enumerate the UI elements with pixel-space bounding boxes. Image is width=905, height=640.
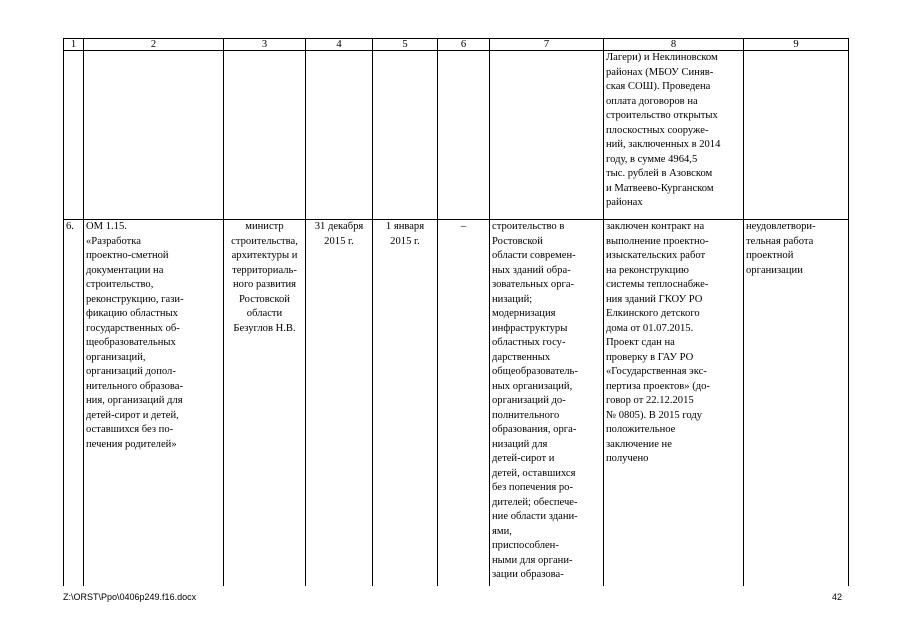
row-num-cell <box>64 51 84 220</box>
text-line: ными для органи- <box>492 554 573 566</box>
end-date-cell <box>438 51 490 220</box>
text-line: строительство, <box>86 279 154 290</box>
reasons-cell <box>744 51 849 220</box>
text-line: оставшихся без по- <box>86 424 174 435</box>
text-line: Елкинского детского <box>606 308 700 319</box>
text-line: 2015 г. <box>390 235 420 247</box>
event-cell <box>84 220 224 587</box>
text-line: плоскостных сооруже- <box>606 124 709 136</box>
header-cell: 7 <box>490 39 604 51</box>
text-line: Ростовской <box>239 293 290 305</box>
text-line: низаций; <box>492 293 533 305</box>
text-line: ние области здани- <box>492 511 578 522</box>
text-line: ных организаций, <box>492 380 573 392</box>
text-line: ОМ 1.15. <box>86 221 127 232</box>
planned-result-cell <box>490 220 604 587</box>
plan-date-cell <box>306 51 373 220</box>
text-line: «Разработка <box>86 235 141 247</box>
text-line: дома от 01.07.2015. <box>606 322 694 334</box>
text-line: тыс. рублей в Азовском <box>606 168 713 179</box>
text-line: зации образова- <box>492 569 564 580</box>
text-line: и Матвеево-Курганском <box>606 182 714 194</box>
text-line: 31 декабря <box>314 221 364 232</box>
text-line: проектно-сметной <box>86 250 169 261</box>
table-row <box>64 220 849 587</box>
header-cell: 2 <box>84 39 224 51</box>
text-line: документации на <box>86 264 164 276</box>
text-line: организаций, <box>86 351 146 363</box>
text-line: говор от 22.12.2015 <box>606 395 694 406</box>
end-date-cell: – <box>438 220 490 587</box>
text-line: году, в сумме 4964,5 <box>606 153 698 165</box>
plan-date-cell <box>306 220 373 587</box>
text-line: модернизация <box>492 308 556 319</box>
page-number: 42 <box>832 592 843 602</box>
table-row <box>64 51 849 220</box>
text-line: без попечения ро- <box>492 482 573 493</box>
text-line: печения родителей» <box>86 438 177 450</box>
header-cell: 3 <box>224 39 306 51</box>
text-line: дарственных <box>492 351 551 363</box>
text-line: фикацию областных <box>86 308 178 319</box>
text-line: детей-сирот и детей, <box>86 409 179 421</box>
text-line: приспособлен- <box>492 540 559 551</box>
text-line: Ростовской <box>492 235 543 247</box>
text-line: ний, заключенных в 2014 <box>606 139 721 150</box>
text-line: ных зданий обра- <box>492 264 571 276</box>
text-line: области современ- <box>492 250 576 261</box>
text-line: пертиза проектов» (до- <box>606 380 710 392</box>
text-line: министр <box>245 221 284 232</box>
header-cell: 1 <box>64 39 84 51</box>
text-line: положительное <box>606 424 676 435</box>
header-cell: 4 <box>306 39 373 51</box>
planned-result-cell <box>490 51 604 220</box>
text-line: районах <box>606 197 643 208</box>
text-line: организации <box>746 264 803 276</box>
text-line: области <box>246 308 283 319</box>
text-line: ния зданий ГКОУ РО <box>606 293 703 305</box>
text-line: детей-сирот и <box>492 453 555 464</box>
text-line: образования, орга- <box>492 424 577 435</box>
text-line: оплата договоров на <box>606 95 698 107</box>
text-line: территориаль- <box>232 264 297 276</box>
row-num-cell: 6. <box>64 220 84 587</box>
text-line: детей, оставшихся <box>492 467 576 479</box>
text-line: инфраструктуры <box>492 322 568 334</box>
text-line: зовательных орга- <box>492 279 575 290</box>
text-line: ями, <box>492 525 512 537</box>
text-line: получено <box>606 453 649 464</box>
text-line: ская СОШ). Проведена <box>606 81 711 92</box>
header-cell: 6 <box>438 39 490 51</box>
text-line: Проект сдан на <box>606 337 675 348</box>
text-line: организаций допол- <box>86 366 176 377</box>
text-line: областных госу- <box>492 337 566 348</box>
responsible-cell <box>224 51 306 220</box>
text-line: на реконструкцию <box>606 264 689 276</box>
text-line: строительство в <box>492 221 565 232</box>
header-row <box>64 39 849 51</box>
text-line: заключение не <box>606 438 672 450</box>
text-line: щеобразовательных <box>86 337 176 348</box>
text-line: неудовлетвори- <box>746 221 816 232</box>
text-line: № 0805). В 2015 году <box>606 409 703 421</box>
file-path: Z:\ORST\Ppo\0406p249.f16.docx <box>63 592 197 602</box>
text-line: строительства, <box>231 235 298 247</box>
text-line: выполнение проектно- <box>606 235 709 247</box>
text-line: архитектуры и <box>231 250 298 261</box>
header-cell: 8 <box>604 39 744 51</box>
start-date-cell <box>373 51 438 220</box>
text-line: государственных об- <box>86 322 180 334</box>
text-line: 2015 г. <box>324 235 354 247</box>
text-line: низаций для <box>492 438 548 450</box>
text-line: заключен контракт на <box>606 221 705 232</box>
header-cell: 5 <box>373 39 438 51</box>
event-cell <box>84 51 224 220</box>
text-line: проверку в ГАУ РО <box>606 351 694 363</box>
reasons-cell <box>744 220 849 587</box>
text-line: дителей; обеспече- <box>492 496 578 508</box>
actual-result-cell <box>604 51 744 220</box>
header-cell: 9 <box>744 39 849 51</box>
text-line: системы теплоснабже- <box>606 279 709 290</box>
text-line: 1 января <box>385 221 425 232</box>
text-line: Безуглов Н.В. <box>233 322 296 334</box>
text-line: «Государственная экс- <box>606 366 707 377</box>
responsible-cell <box>224 220 306 587</box>
text-line: Лагери) и Неклиновском <box>606 52 718 63</box>
text-line: тельная работа <box>746 235 814 247</box>
text-line: полнительного <box>492 409 560 421</box>
text-line: изыскательских работ <box>606 250 706 261</box>
text-line: районах (МБОУ Синяв- <box>606 66 714 78</box>
text-line: ния, организаций для <box>86 395 183 406</box>
actual-result-cell <box>604 220 744 587</box>
text-line: ного развития <box>232 279 297 290</box>
text-line: проектной <box>746 250 794 261</box>
text-line: реконструкцию, гази- <box>86 293 184 305</box>
start-date-cell <box>373 220 438 587</box>
text-line: нительного образова- <box>86 380 183 392</box>
report-table <box>63 38 849 586</box>
text-line: строительство открытых <box>606 110 718 121</box>
text-line: организаций до- <box>492 395 566 406</box>
text-line: общеобразователь- <box>492 366 578 377</box>
